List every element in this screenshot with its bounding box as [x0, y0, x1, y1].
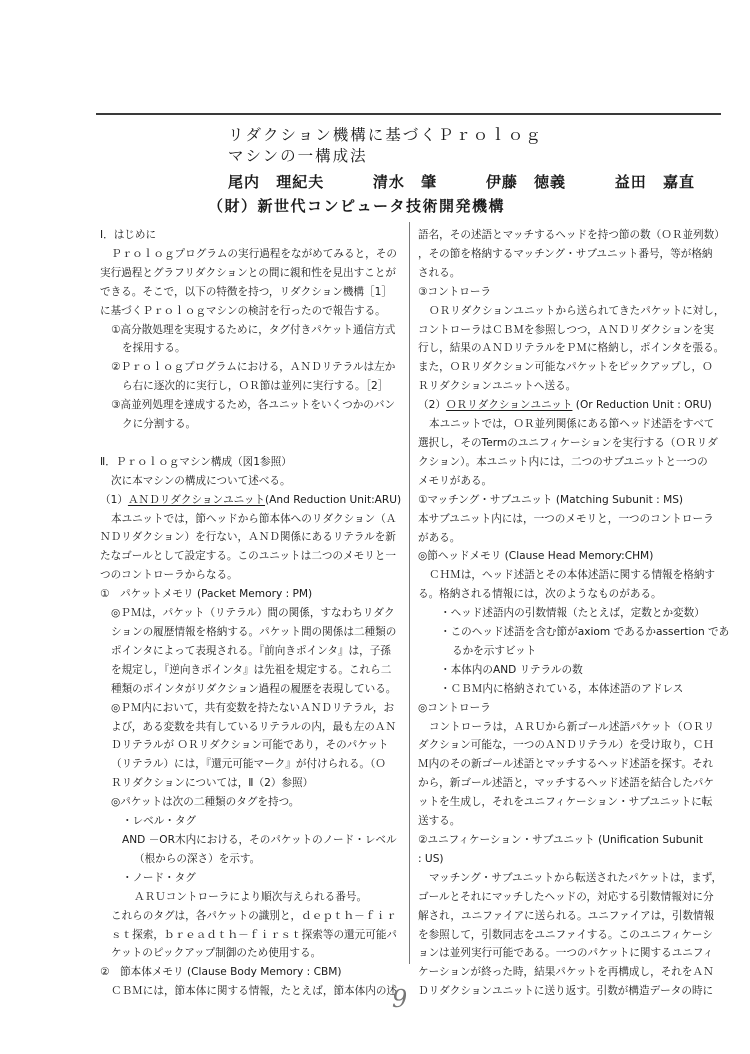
- text-line: ・レベル・タグ: [122, 815, 197, 828]
- text-line: クに分割する。: [122, 418, 197, 431]
- text-line: よび，ある変数を共有しているリテラルの内，最も左のＡＮ: [111, 720, 397, 733]
- text-line: ◎パケットは次の二種類のタグを持つ。: [111, 796, 300, 809]
- author: 伊藤 徳義: [485, 173, 567, 191]
- text-line: ケーションが終った時，結果パケットを再構成し，それをＡＮ: [418, 966, 714, 979]
- text-line: がある。: [418, 531, 461, 544]
- text-line: るかを示すビット: [452, 644, 537, 657]
- text-line: （2）ＯＲリダクションユニット (Or Reduction Unit : ORU): [418, 399, 712, 412]
- text-line: ゴールとそれにマッチしたヘッドの，対応する引数情報対に分: [418, 890, 714, 903]
- text-line: たなゴールとして設定する。このユニットは二つのメモリと一: [100, 550, 396, 563]
- text-line: ◎ＰＭは，パケット（リテラル）間の関係，すなわちリダク: [111, 607, 395, 620]
- text-line: ②ユニフィケーション・サブユニット (Unification Subunit: [418, 834, 704, 846]
- author: 益田 嘉直: [614, 173, 695, 191]
- affiliation: （財）新世代コンピュータ技術開発機構: [208, 197, 506, 215]
- text-line: [100, 434, 402, 453]
- text-line: ポインタによって表現される。『前向きポインタ』は，子孫: [111, 644, 391, 657]
- text-line: Ｒリダクションについては，Ⅱ（2）参照）: [111, 777, 314, 790]
- text-line: を参照して，引数同志をユニファイする。このユニフィケーシ: [418, 928, 713, 941]
- text-line: ＣＢＭには，節本体に関する情報，たとえば，節本体内の述: [111, 985, 398, 998]
- text-line: コントローラはＣＢＭを参照しつつ，ＡＮＤリダクションを実: [418, 323, 714, 336]
- text-line: Ⅰ．はじめに: [100, 229, 157, 241]
- header-rule: [96, 113, 721, 115]
- text-line: ＡＲＵコントローラにより順次与えられる番号。: [134, 890, 368, 903]
- author: 清水 肇: [372, 173, 438, 191]
- text-line: Ｍ内のその新ゴール述語とマッチするヘッド述語を探す。それ: [418, 758, 714, 771]
- text-line: る。格納される情報には，次のようなものがある。: [418, 588, 662, 601]
- text-line: Ⅱ．Ｐｒｏｌｏｇマシン構成（図1参照）: [100, 455, 292, 468]
- text-line: ③コントローラ: [418, 285, 492, 298]
- text-line: （リテラル）には，『還元可能マーク』が付けられる。（Ｏ: [111, 758, 386, 771]
- text-line: Ｐｒｏｌｏｇプログラムの実行過程をながめてみると，その: [111, 247, 397, 260]
- text-line: Ｒリダクションユニットへ送る。: [418, 380, 577, 393]
- text-line: 送する。: [418, 815, 461, 828]
- text-line: できる。そこで，以下の特徴を持つ，リダクション機構［1］: [100, 285, 392, 298]
- text-line: ① パケットメモリ (Packet Memory : PM): [100, 588, 313, 601]
- text-line: ・本体内のAND リテラルの数: [440, 663, 583, 676]
- text-line: 語名，その述語とマッチするヘッドを持つ節の数（ＯＲ並列数）: [418, 229, 725, 241]
- text-line: ットを生成し，それをユニフィケーション・サブユニットに転: [418, 796, 713, 809]
- author: 尾内 理紀夫: [228, 173, 325, 191]
- text-line: ョンは並列実行可能である。一つのパケットに関するユニフィ: [418, 947, 714, 960]
- text-line: ダクション可能な，一つのＡＮＤリテラル）を受け取り，ＣＨ: [418, 739, 714, 752]
- text-line: される。: [418, 266, 461, 279]
- text-line: 選択し，そのTermのユニフィケーションを実行する（ＯＲリダ: [418, 436, 718, 449]
- text-line: ｓｔ探索，ｂｒｅａｄｔｈ－ｆｉｒｓｔ探索等の還元可能パ: [111, 928, 398, 941]
- text-line: クション）。本ユニット内には，二つのサブユニットと一つの: [418, 455, 708, 468]
- text-line: また，ＯＲリダクション可能なパケットをピックアップし，Ｏ: [418, 361, 713, 374]
- text-line: 種類のポインタがリダクション過程の履歴を表現している。: [111, 682, 397, 695]
- text-line: 本ユニットでは，節ヘッドから節本体へのリダクション（Ａ: [111, 512, 397, 525]
- text-line: 実行過程とグラフリダクションとの間に親和性を見出すことが: [100, 266, 396, 279]
- text-line: ＮＤリダクション）を行ない，ＡＮＤ関係にあるリテラルを新: [100, 531, 396, 544]
- text-line: （1）ＡＮＤリダクションユニット(And Reduction Unit:ARU): [100, 493, 402, 506]
- text-line: （根からの深さ）を示す。: [134, 852, 261, 865]
- text-line: 本ユニットでは，ＯＲ並列関係にある節ヘッド述語をすべて: [429, 418, 715, 431]
- text-line: メモリがある。: [418, 474, 493, 487]
- text-line: に基づくＰｒｏｌｏｇマシンの検討を行ったので報告する。: [100, 304, 386, 317]
- text-line: ら右に逐次的に実行し，ＯＲ節は並列に実行する。［2］: [122, 380, 389, 393]
- text-line: ＣＨＭは，ヘッド述語とその本体述語に関する情報を格納す: [429, 569, 716, 582]
- column-divider: [409, 222, 410, 964]
- text-line: つのコントローラからなる。: [100, 569, 238, 582]
- text-line: ・ノード・タグ: [122, 871, 196, 884]
- text-line: ・ＣＢＭ内に格納されている，本体述語のアドレス: [440, 682, 684, 695]
- text-line: 次に本マシンの構成について述べる。: [111, 474, 291, 487]
- text-line: ◎ＰＭ内において，共有変数を持たないＡＮＤリテラル，お: [111, 701, 395, 714]
- text-line: ③高並列処理を達成するため，各ユニットをいくつかのバン: [111, 399, 396, 412]
- text-line: ①高分散処理を実現するために，タグ付きパケット通信方式: [111, 323, 396, 336]
- text-line: AND －OR木内における，そのパケットのノード・レベル: [122, 833, 397, 846]
- text-line: を規定し，『逆向きポインタ』は先祖を規定する。これら二: [111, 663, 392, 676]
- text-line: 本サブユニット内には，一つのメモリと，一つのコントローラ: [418, 512, 714, 525]
- underlined-heading: ＯＲリダクションユニット: [445, 399, 573, 412]
- underlined-heading: ＡＮＤリダクションユニット: [127, 493, 266, 506]
- text-line: ・ヘッド述語内の引数情報（たとえば，定数とか変数）: [440, 607, 705, 620]
- text-line: ◎コントローラ: [418, 701, 491, 714]
- text-line: を採用する。: [122, 342, 186, 355]
- text-line: ＯＲリダクションユニットから送られてきたパケットに対し，: [429, 304, 725, 317]
- text-line: ②Ｐｒｏｌｏｇプログラムにおける，ＡＮＤリテラルは左か: [111, 361, 396, 374]
- text-line: 解され，ユニファイアに送られる。ユニファイアは，引数情報: [418, 909, 715, 922]
- text-line: ，その節を格納するマッチング・サブユニット番号，等が格納: [418, 247, 713, 260]
- page-number: 9: [392, 985, 408, 1013]
- text-line: から，新ゴール述語と，マッチするヘッド述語を結合したパケ: [418, 777, 714, 790]
- left-column: [100, 226, 402, 1001]
- paper-title-line-1: リダクション機構に基づくＰｒｏｌｏｇ: [228, 126, 543, 144]
- text-line: マッチング・サブユニットから転送されたパケットは，まず，: [429, 871, 723, 884]
- text-line: ケットのピックアップ制御のため使用する。: [111, 947, 322, 960]
- author-list: [228, 171, 695, 192]
- right-column: [418, 226, 730, 1001]
- text-line: ションの履歴情報を格納する。パケット間の関係は二種類の: [111, 626, 397, 639]
- text-line: 行し，結果のＡＮＤリテラルをＰＭに格納し，ポインタを張る。: [418, 342, 725, 355]
- text-line: ・このヘッド述語を含む節がaxiom であるかassertion であ: [440, 626, 730, 639]
- text-line: これらのタグは，各パケットの識別と，ｄｅｐｔｈ－ｆｉｒ: [111, 909, 397, 922]
- text-line: ② 節本体メモリ (Clause Body Memory : CBM): [100, 966, 342, 979]
- paper-title-line-2: マシンの一構成法: [228, 147, 368, 165]
- text-line: : US): [418, 852, 444, 865]
- text-line: コントローラは，ＡＲＵから新ゴール述語パケット（ＯＲリ: [429, 720, 715, 733]
- text-line: Ｄリダクションユニットに送り返す。引数が構造データの時に: [418, 985, 714, 998]
- text-line: ①マッチング・サブユニット (Matching Subunit : MS): [418, 493, 684, 506]
- text-line: ◎節ヘッドメモリ (Clause Head Memory:CHM): [418, 550, 654, 563]
- text-line: Ｄリテラルが ＯＲリダクション可能であり，そのパケット: [111, 739, 389, 752]
